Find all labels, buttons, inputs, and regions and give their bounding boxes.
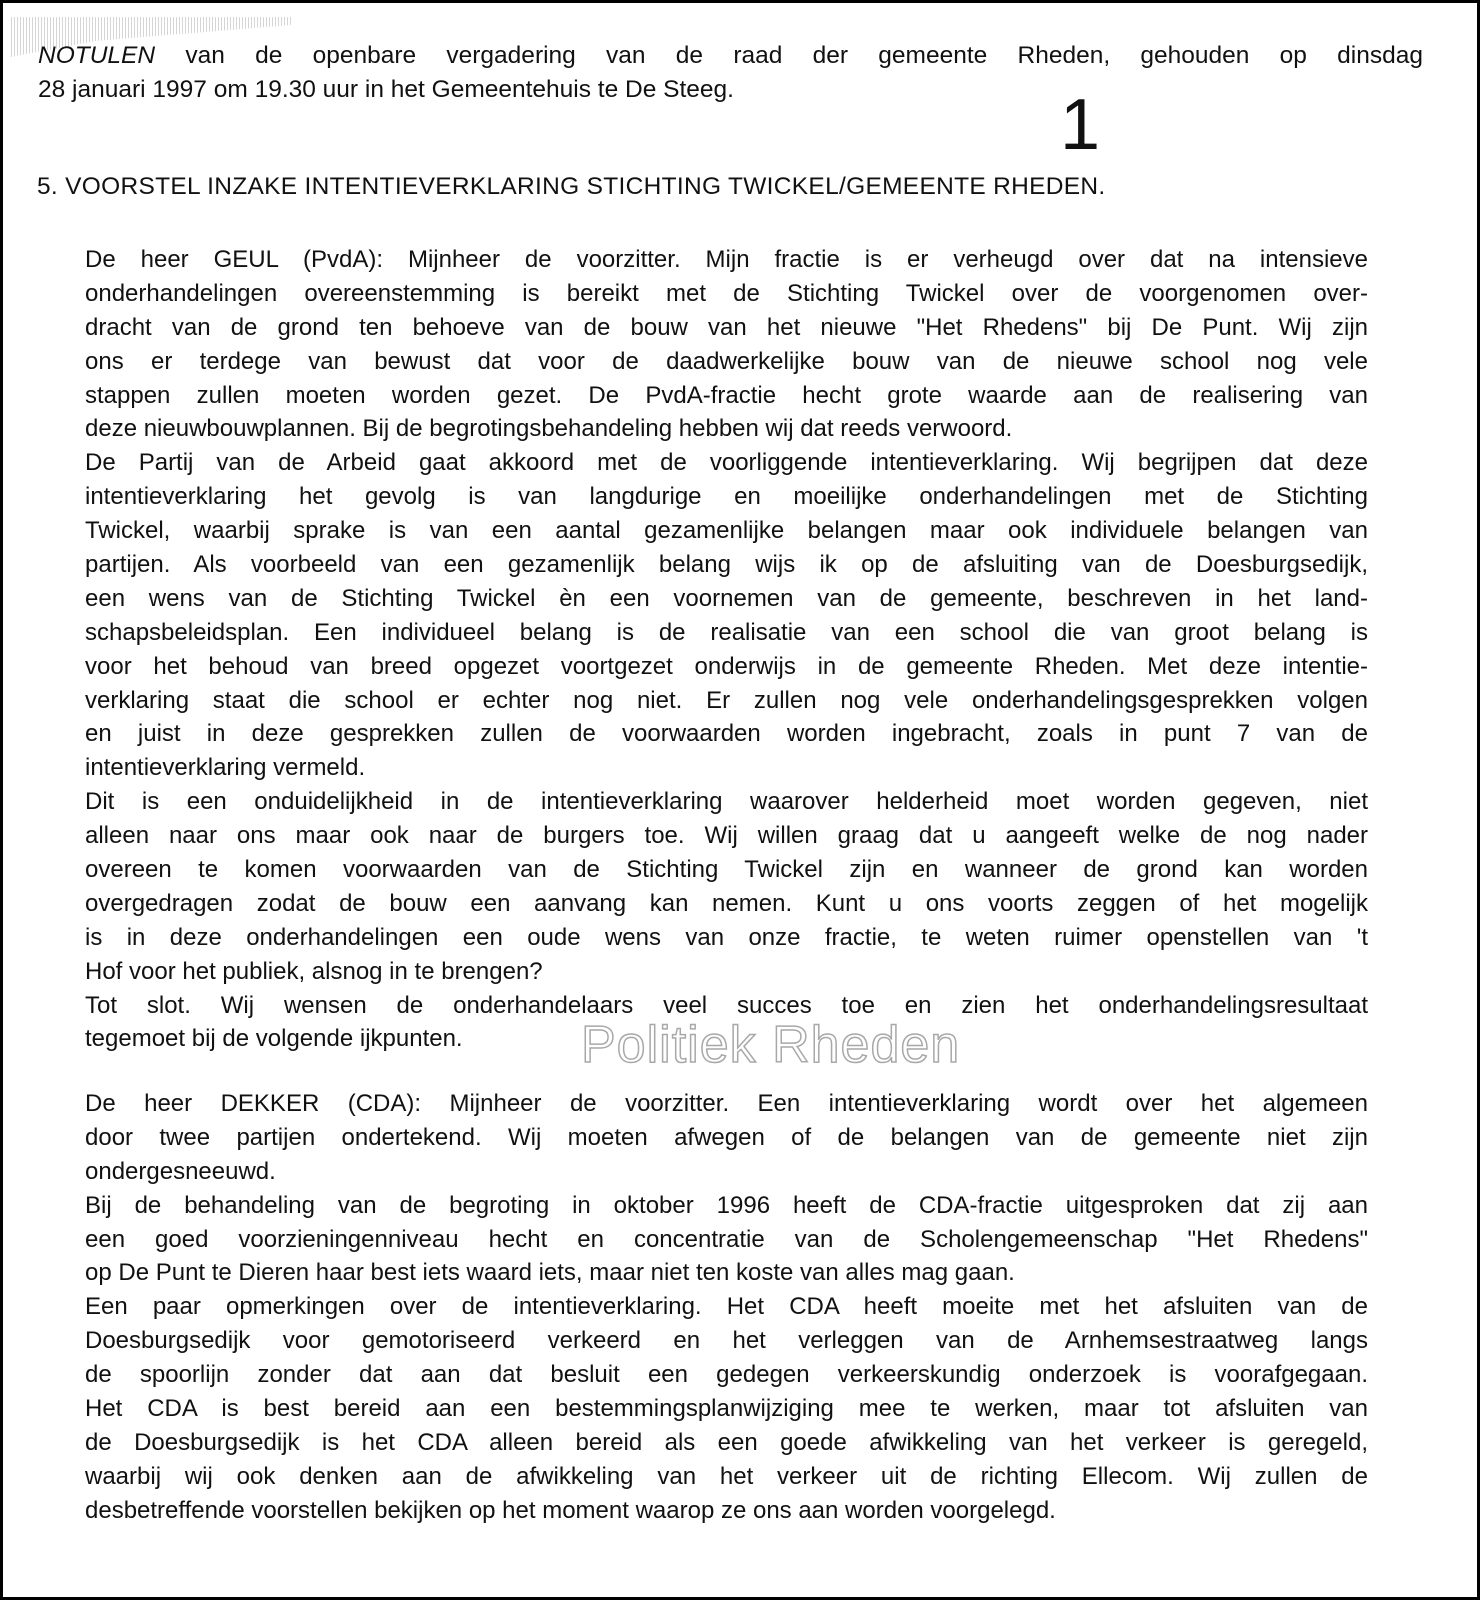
text-line: Hof voor het publiek, alsnog in te brengen?: [85, 957, 543, 985]
text-line: ondergesneeuwd.: [85, 1157, 276, 1185]
header-line-1: NOTULEN van de openbare vergadering van de raad der gemeente Rheden, gehouden op dinsdag: [38, 42, 1423, 69]
text-line: De heer GEUL (PvdA): Mijnheer de voorzitter. Mijn fractie is er verheugd over dat na intensieve: [85, 246, 1368, 273]
text-line: door twee partijen ondertekend. Wij moeten afwegen of de belangen van de gemeente niet zijn: [85, 1123, 1368, 1151]
text-line: deze nieuwbouwplannen. Bij de begrotingsbehandeling hebben wij dat reeds verwoord.: [85, 415, 1013, 443]
text-line: ons er terdege van bewust dat voor de daadwerkelijke bouw van de nieuwe school nog vele: [85, 347, 1368, 375]
text-line: tegemoet bij de volgende ijkpunten.: [85, 1025, 463, 1053]
text-line: De Partij van de Arbeid gaat akkoord met de voorliggende intentieverklaring. Wij begrijpen dat deze: [85, 449, 1368, 477]
text-line: een wens van de Stichting Twickel èn een voornemen van de gemeente, beschreven in het land-: [85, 584, 1368, 612]
text-line: schapsbeleidsplan. Een individueel belang is de realisatie van een school die van groot belang is: [85, 618, 1368, 646]
text-line: overgedragen zodat de bouw een aanvang kan nemen. Kunt u ons voorts zeggen of het mogelijk: [85, 889, 1368, 917]
header-line-2: 28 januari 1997 om 19.30 uur in het Gemeentehuis te De Steeg.: [38, 76, 734, 103]
text-line: een goed voorzieningenniveau hecht en concentratie van de Scholengemeenschap "Het Rhedens": [85, 1225, 1368, 1253]
text-line: Bij de behandeling van de begroting in oktober 1996 heeft de CDA-fractie uitgesproken dat zij aan: [85, 1191, 1368, 1219]
text-line: verklaring staat die school er echter nog niet. Er zullen nog vele onderhandelingsgesprekken volgen: [85, 686, 1368, 714]
section-title: 5. VOORSTEL INZAKE INTENTIEVERKLARING STICHTING TWICKEL/GEMEENTE RHEDEN.: [37, 173, 1106, 200]
text-line: Doesburgsedijk voor gemotoriseerd verkeerd en het verleggen van de Arnhemsestraatweg langs: [85, 1327, 1368, 1355]
text-line: Een paar opmerkingen over de intentieverklaring. Het CDA heeft moeite met het afsluiten van de: [85, 1293, 1368, 1321]
text-line: de spoorlijn zonder dat aan dat besluit een gedegen verkeerskundig onderzoek is voorafgegaan.: [85, 1361, 1368, 1389]
text-line: partijen. Als voorbeeld van een gezamenlijk belang wijs ik op de afsluiting van de Doesburgsedijk,: [85, 551, 1368, 579]
watermark: Politiek Rheden: [581, 1016, 961, 1074]
text-line: overeen te komen voorwaarden van de Stichting Twickel zijn en wanneer de grond kan worden: [85, 856, 1368, 884]
text-line: Dit is een onduidelijkheid in de intentieverklaring waarover helderheid moet worden gegeven, niet: [85, 788, 1368, 816]
speech-geul: [85, 243, 1368, 1056]
text-line: onderhandelingen overeenstemming is bereikt met de Stichting Twickel over de voorgenomen over-: [85, 279, 1368, 307]
text-line: intentieverklaring vermeld.: [85, 754, 366, 782]
text-line: De heer DEKKER (CDA): Mijnheer de voorzitter. Een intentieverklaring wordt over het algemeen: [85, 1090, 1368, 1117]
text-line: desbetreffende voorstellen bekijken op het moment waarop ze ons aan worden voorgelegd.: [85, 1496, 1056, 1524]
text-line: alleen naar ons maar ook naar de burgers toe. Wij willen graag dat u aangeeft welke de nog nader: [85, 822, 1368, 850]
text-line: Twickel, waarbij sprake is van een aantal gezamenlijke belangen maar ook individuele belangen van: [85, 517, 1368, 545]
text-line: dracht van de grond ten behoeve van de bouw van het nieuwe "Het Rhedens" bij De Punt. Wij zijn: [85, 313, 1368, 341]
text-line: voor het behoud van breed opgezet voortgezet onderwijs in de gemeente Rheden. Met deze intentie-: [85, 652, 1368, 680]
text-line: op De Punt te Dieren haar best iets waard iets, maar niet ten koste van alles mag gaan.: [85, 1259, 1015, 1287]
page-number: 1: [1060, 85, 1101, 165]
text-line: en juist in deze gesprekken zullen de voorwaarden worden ingebracht, zoals in punt 7 van de: [85, 720, 1368, 748]
text-line: waarbij wij ook denken aan de afwikkeling van het verkeer uit de richting Ellecom. Wij zullen de: [85, 1462, 1368, 1490]
text-line: de Doesburgsedijk is het CDA alleen bereid als een goede afwikkeling van het verkeer is geregeld,: [85, 1428, 1368, 1456]
notulen-label: NOTULEN: [38, 42, 156, 69]
text-line: is in deze onderhandelingen een oude wens van onze fractie, te weten ruimer openstellen van 't: [85, 923, 1368, 951]
text-line: Tot slot. Wij wensen de onderhandelaars veel succes toe en zien het onderhandelingsresultaat: [85, 991, 1368, 1019]
text-line: intentieverklaring het gevolg is van langdurige en moeilijke onderhandelingen met de Stichting: [85, 483, 1368, 511]
document-page: [3, 3, 1477, 1597]
text-line: Het CDA is best bereid aan een bestemmingsplanwijziging mee te werken, maar tot afsluiten van: [85, 1395, 1368, 1423]
minutes-header: [38, 39, 1423, 107]
speech-dekker: [85, 1087, 1368, 1528]
text-line: stappen zullen moeten worden gezet. De PvdA-fractie hecht grote waarde aan de realisering van: [85, 381, 1368, 409]
